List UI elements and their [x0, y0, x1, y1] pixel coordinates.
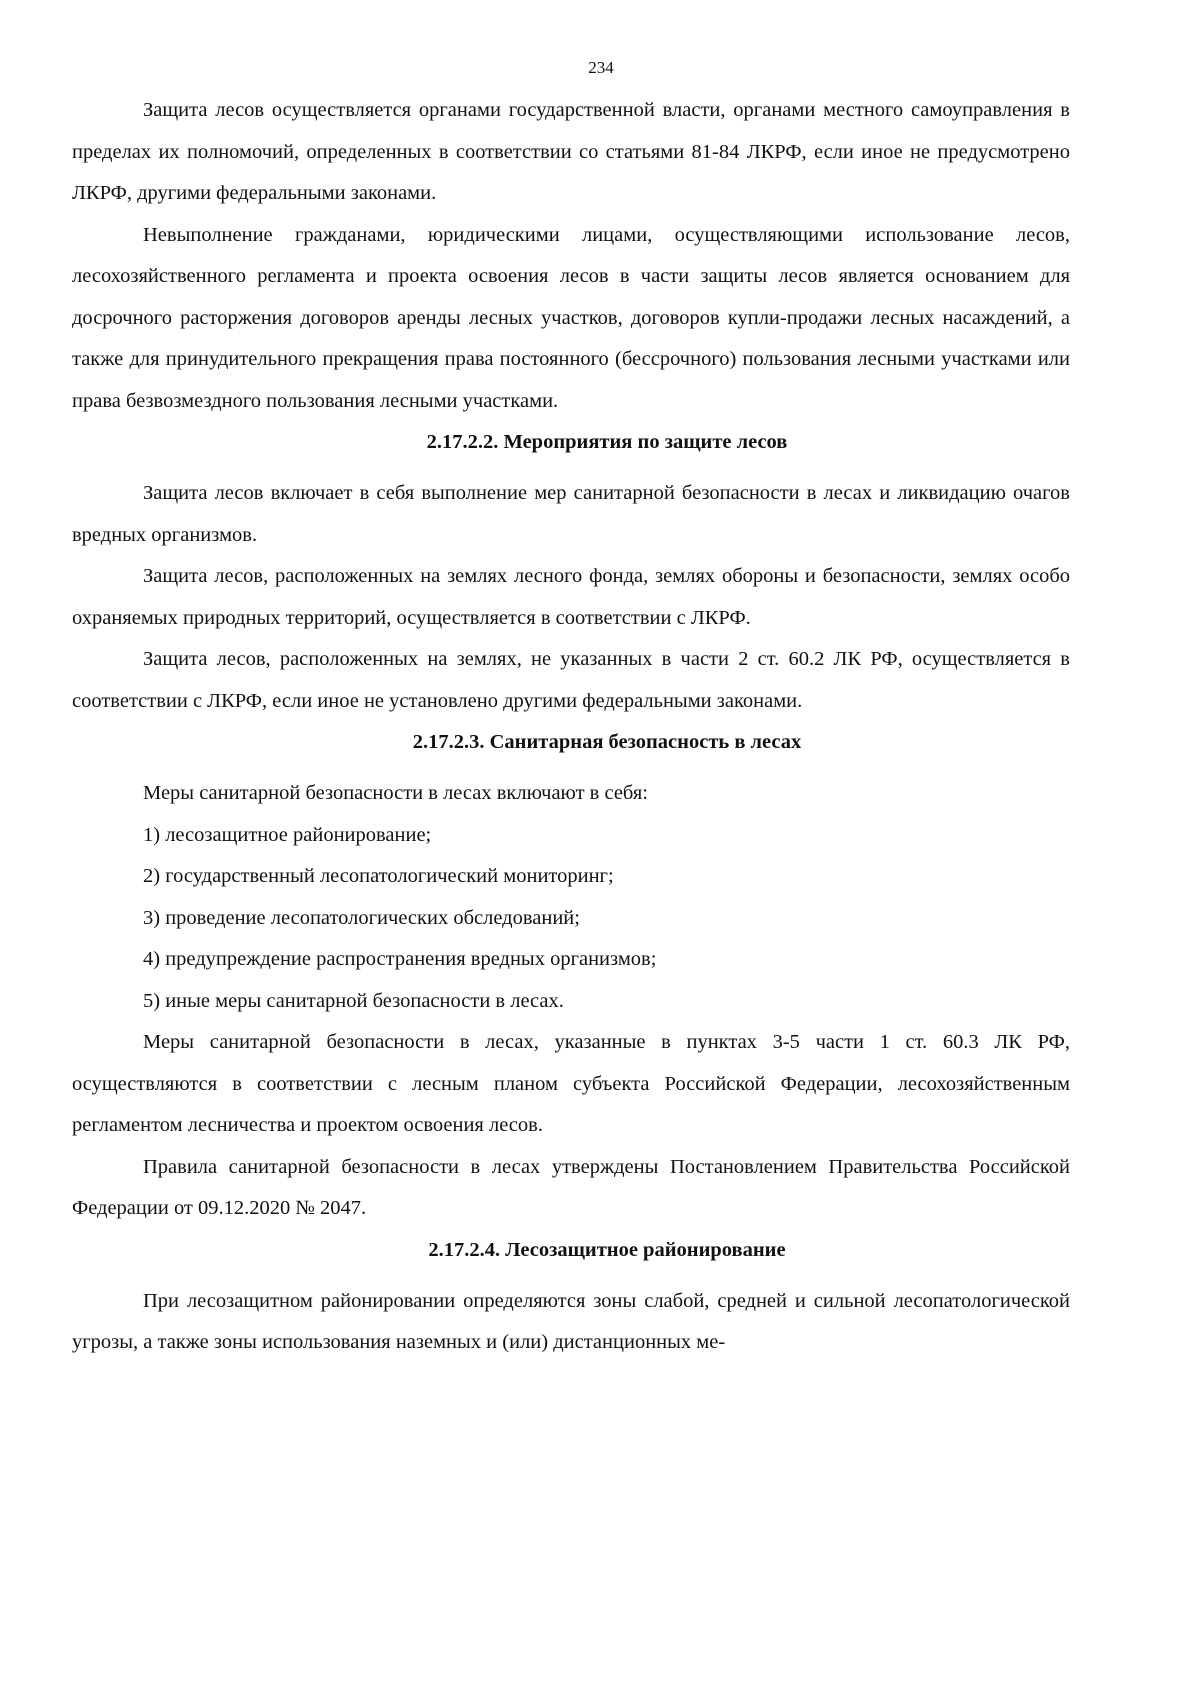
- list-item: 2) государственный лесопатологический мониторинг;: [143, 865, 614, 887]
- section-heading-protection-measures: 2.17.2.2. Мероприятия по защите лесов: [426, 431, 788, 453]
- paragraph-forest-fund-lands: Защита лесов, расположенных на землях лесного фонда, землях обороны и безопасности, землях особо охраняемых природных территорий, осуществляется в соответствии с ЛКРФ.: [72, 565, 1070, 629]
- section-heading-sanitary-safety: 2.17.2.3. Санитарная безопасность в лесах: [412, 731, 802, 753]
- section-heading-zoning: 2.17.2.4. Лесозащитное районирование: [428, 1238, 786, 1261]
- paragraph-non-compliance: Невыполнение гражданами, юридическими лицами, осуществляющими использование лесов, лесохозяйственного регламента и проекта освоения лесов в части защиты лесов является основанием для досрочного расторжения договоров аренды лесных участков, договоров купли-продажи лесных насаждений, а также для принудительного прекращения права постоянного (бессрочного) пользования лесными участками или права безвозмездного пользования лесными участками.: [72, 223, 1070, 412]
- list-item: 3) проведение лесопатологических обследований;: [143, 906, 580, 929]
- page-number: 234: [588, 58, 614, 77]
- paragraph-other-lands: Защита лесов, расположенных на землях, не указанных в части 2 ст. 60.2 ЛК РФ, осуществляется в соответствии с ЛКРФ, если иное не установлено другими федеральными законами.: [72, 648, 1070, 712]
- paragraph-sanitary-rules: Правила санитарной безопасности в лесах утверждены Постановлением Правительства Российской Федерации от 09.12.2020 № 2047.: [72, 1155, 1070, 1219]
- list-item: 4) предупреждение распространения вредных организмов;: [143, 948, 657, 970]
- paragraph-forest-protection-authorities: Защита лесов осуществляется органами государственной власти, органами местного самоуправления в пределах их полномочий, определенных в соответствии со статьями 81-84 ЛКРФ, если иное не предусмотрено ЛКРФ, другими федеральными законами.: [72, 99, 1070, 204]
- list-item: 5) иные меры санитарной безопасности в лесах.: [143, 989, 564, 1012]
- paragraph-sanitary-measures-intro: Меры санитарной безопасности в лесах включают в себя:: [143, 782, 648, 804]
- paragraph-measures-per-plan: Меры санитарной безопасности в лесах, указанные в пунктах 3-5 части 1 ст. 60.3 ЛК РФ, осуществляются в соответствии с лесным планом субъекта Российской Федерации, лесохозяйственным регламентом лесничества и проектом освоения лесов.: [72, 1031, 1070, 1136]
- list-item: 1) лесозащитное районирование;: [143, 823, 432, 846]
- paragraph-protection-includes: Защита лесов включает в себя выполнение мер санитарной безопасности в лесах и ликвидацию очагов вредных организмов.: [72, 482, 1070, 546]
- paragraph-zoning: При лесозащитном районировании определяются зоны слабой, средней и сильной лесопатологической угрозы, а также зоны использования наземных и (или) дистанционных ме-: [72, 1289, 1070, 1353]
